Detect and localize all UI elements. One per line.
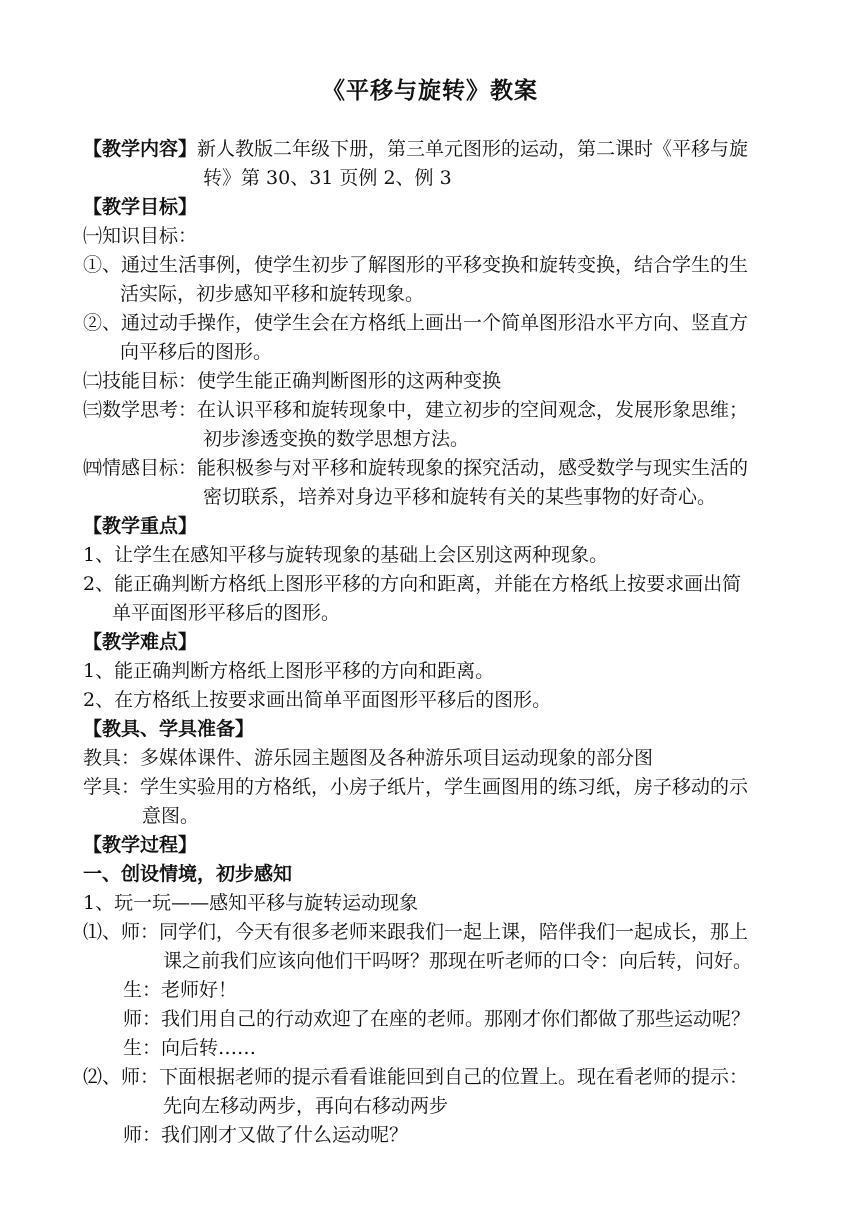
knowledge-label: ㈠知识目标：	[83, 225, 198, 247]
content-label: 【教学内容】	[83, 138, 198, 160]
step-1-teacher-question: 师：我们用自己的行动欢迎了在座的老师。那刚才你们都做了那些运动呢？	[123, 1008, 751, 1030]
document-title: 《平移与旋转》教案	[322, 78, 538, 104]
process-section-1: 一、创设情境，初步感知	[83, 863, 293, 885]
materials-heading: 【教具、学具准备】	[83, 718, 255, 740]
math-thinking-line2: 初步渗透变换的数学思想方法。	[203, 428, 470, 450]
difficulty-2: 2、在方格纸上按要求画出简单平面图形平移后的图形。	[83, 689, 552, 711]
knowledge-item-2-line2: 向平移后的图形。	[120, 341, 273, 363]
difficulty-1: 1、能正确判断方格纸上图形平移的方向和距离。	[83, 660, 495, 682]
step-1-student-reply: 生：老师好！	[123, 979, 238, 1001]
key-point-2-line1: 2、能正确判断方格纸上图形平移的方向和距离，并能在方格纸上按要求画出简	[83, 573, 742, 595]
emotion-goal-row	[83, 455, 748, 481]
knowledge-item-2-line1: ②、通过动手操作，使学生会在方格纸上画出一个简单图形沿水平方向、竖直方	[83, 312, 749, 334]
math-thinking-line1: 在认识平移和旋转现象中，建立初步的空间观念，发展形象思维；	[197, 399, 749, 421]
step-2-line1: ⑵、师：下面根据老师的提示看看谁能回到自己的位置上。现在看老师的提示：	[83, 1066, 749, 1088]
content-row	[83, 136, 748, 162]
content-text-line2: 转》第 30、31 页例 2、例 3	[203, 167, 452, 189]
emotion-goal-line1: 能积极参与对平移和旋转现象的探究活动，感受数学与现实生活的	[197, 457, 749, 479]
knowledge-item-1-line2: 活实际，初步感知平移和旋转现象。	[120, 283, 425, 305]
math-thinking-label: ㈢数学思考：	[83, 399, 198, 421]
step-1-student-answer: 生：向后转……	[123, 1037, 257, 1059]
math-thinking-row	[83, 397, 748, 423]
key-points-heading: 【教学重点】	[83, 515, 198, 537]
skill-goal: ㈡技能目标：使学生能正确判断图形的这两种变换	[83, 370, 502, 392]
student-materials-line1: 学具：学生实验用的方格纸，小房子纸片，学生画图用的练习纸，房子移动的示	[83, 776, 749, 798]
step-1-line1: ⑴、师：同学们，今天有很多老师来跟我们一起上课，陪伴我们一起成长，那上	[83, 921, 749, 943]
student-materials-line2: 意图。	[142, 805, 200, 827]
process-heading: 【教学过程】	[83, 834, 198, 856]
teacher-materials: 教具：多媒体课件、游乐园主题图及各种游乐项目运动现象的部分图	[83, 747, 654, 769]
key-point-1: 1、让学生在感知平移与旋转现象的基础上会区别这两种现象。	[83, 544, 609, 566]
step-2-line2: 先向左移动两步，再向右移动两步	[163, 1095, 449, 1117]
content-text-line1: 新人教版二年级下册，第三单元图形的运动，第二课时《平移与旋	[197, 138, 749, 160]
step-2-teacher-question: 师：我们刚才又做了什么运动呢？	[123, 1124, 409, 1146]
emotion-goal-line2: 密切联系，培养对身边平移和旋转有关的某些事物的好奇心。	[203, 486, 717, 508]
step-1-line2: 课之前我们应该向他们干吗呀？那现在听老师的口令：向后转，问好。	[163, 950, 753, 972]
key-point-2-line2: 单平面图形平移后的图形。	[112, 602, 341, 624]
difficulties-heading: 【教学难点】	[83, 631, 198, 653]
process-subsection-1: 1、玩一玩——感知平移与旋转运动现象	[83, 892, 419, 914]
emotion-goal-label: ㈣情感目标：	[83, 457, 198, 479]
goals-heading: 【教学目标】	[83, 196, 198, 218]
knowledge-item-1-line1: ①、通过生活事例，使学生初步了解图形的平移变换和旋转变换，结合学生的生	[83, 254, 749, 276]
